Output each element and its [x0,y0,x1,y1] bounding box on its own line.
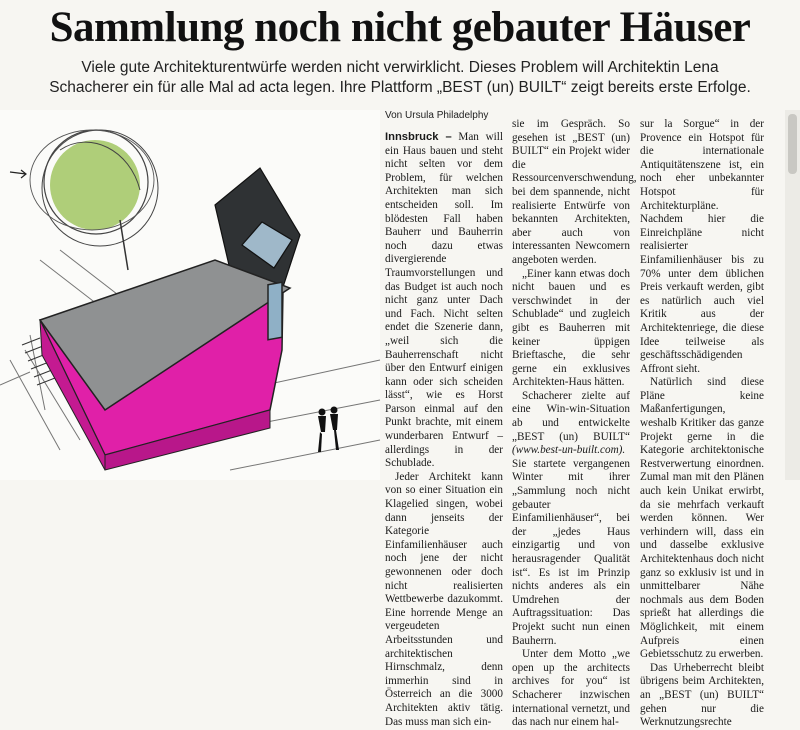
paragraph: Natürlich sind diese Pläne keine Maßanfertigungen, weshalb Kritiker das ganze Projekt gerne in die Kategorie architektonische Restverwertung einordnen. Zumal man mit den Plänen auch kein Unikat erwirbt, da sie mehrfach verkauft werden können. Wer verhindern will, dass ein und dasselbe exklusive Architektenhaus doch nicht ganz so exklusiv ist und in unmittelbarer Nähe nochmals aus dem Boden sprießt hat allerdings die Möglichkeit, mit einem Aufpreis einen Gebietsschutz zu erwerben. [640,376,764,661]
paragraph [512,390,630,648]
website-link[interactable]: (www.best-un-built.com). [512,444,626,457]
paragraph: sie im Gespräch. So gesehen ist „BEST (un) BUILT“ ein Projekt wider die Ressourcenverschwendung, bei dem spannende, nicht realisierte Entwürfe von bekannten Architekten, aber auch von interessanten Newcomern angeboten werden. [512,118,637,266]
paragraph-text: Man will ein Haus bauen und steht nicht selten vor dem Problem, für welchen Architekten man sich entscheiden soll. Im blödesten Fall haben Bauherr und Bauherrin noch dazu etwas divergierende Traumvorstellungen und das Budget ist auch noch nicht ganz unter Dach und Fach. Nicht selten endet die Szenerie dann, „weil sich die Bauherrenschaft nicht über den Entwurf einigen kann oder sich scheiden lässt“, wie es Horst Parson einmal auf den Punkt brachte, mit einem wunderbaren Entwurf – allerdings in der Schublade. [385,131,503,470]
paragraph: Das Urheberrecht bleibt übrigens beim Architekten, an „BEST (un) BUILT“ gehen nur die Werknutzungsrechte [640,661,764,729]
paragraph: sur la Sorgue“ in der Provence ein Hotspot für die internationale Antiquitätenszene ist, ein noch eher unbekannter Hotspot für Architekturpläne. Nachdem hier die Einreichpläne nicht realisierter Einfamilienhäuser bis zu 70% unter dem üblichen Preis verkauft werden, gibt es natürlich auch viel Kritik aus der Architektenriege, die diese Idee teilweise als geschäftsschädigenden Affront sieht. [640,118,764,375]
article-column-2 [512,118,637,729]
paragraph-text: Schacherer zielte auf eine Win-win-Situation ab und entwickelte „BEST (un) BUILT“ [512,389,630,443]
dateline: Innsbruck – [385,131,452,143]
paragraph: Jeder Architekt kann von so einer Situation ein Klagelied singen, wobei dann jenseits der Kategorie Einfamilienhäuser auch noch jene der nicht gewonnenen oder doch nicht realisierten Wettbewerbe dazukommt. Eine horrende Menge an vergeudeten Arbeitsstunden und architektischen Hirnschmalz, denn immerhin sind in Österreich an die 3000 Architekten aktiv tätig. Das muss man sich ein- [385,470,503,728]
scrollbar[interactable] [785,110,800,480]
paragraph: „Einer kann etwas doch nicht bauen und es verschwindet in der Schublade“ und zugleich gibt es Bauherren mit keiner üppigen Brieftasche, die sehr gerne ein exklusives Architekten-Haus hätten. [512,267,630,389]
paragraph: Unter dem Motto „we open up the architects archives for you“ ist Schacherer inzwischen international vernetzt, und das nach nur einem hal- [512,648,630,729]
paragraph-text: Sie startete vergangenen Winter mit ihrer „Sammlung noch nicht gebauter Einfamilienhäuser“, bei der „jedes Haus einzigartig und von herausragender Qualität ist“. Es ist im Prinzip nichts anderes als ein Umdrehen der Auftragssituation: Das Projekt sucht nun einen Bauherrn. [512,457,630,647]
article-column-3 [640,118,764,729]
article-column-1 [385,131,503,728]
house-illustration [0,110,380,480]
byline: Von Ursula Philadelphy [385,110,489,121]
lede: Viele gute Architekturentwürfe werden nicht verwirklicht. Dieses Problem will Architektin Lena Schacherer ein für alle Mal ad acta legen. Ihre Plattform „BEST (un) BUILT“ zeigt bereits erste Erfolge. [49,59,751,96]
scrollbar-thumb[interactable] [788,114,797,174]
paragraph [385,131,503,471]
headline: Sammlung noch nicht gebauter Häuser [49,4,751,51]
